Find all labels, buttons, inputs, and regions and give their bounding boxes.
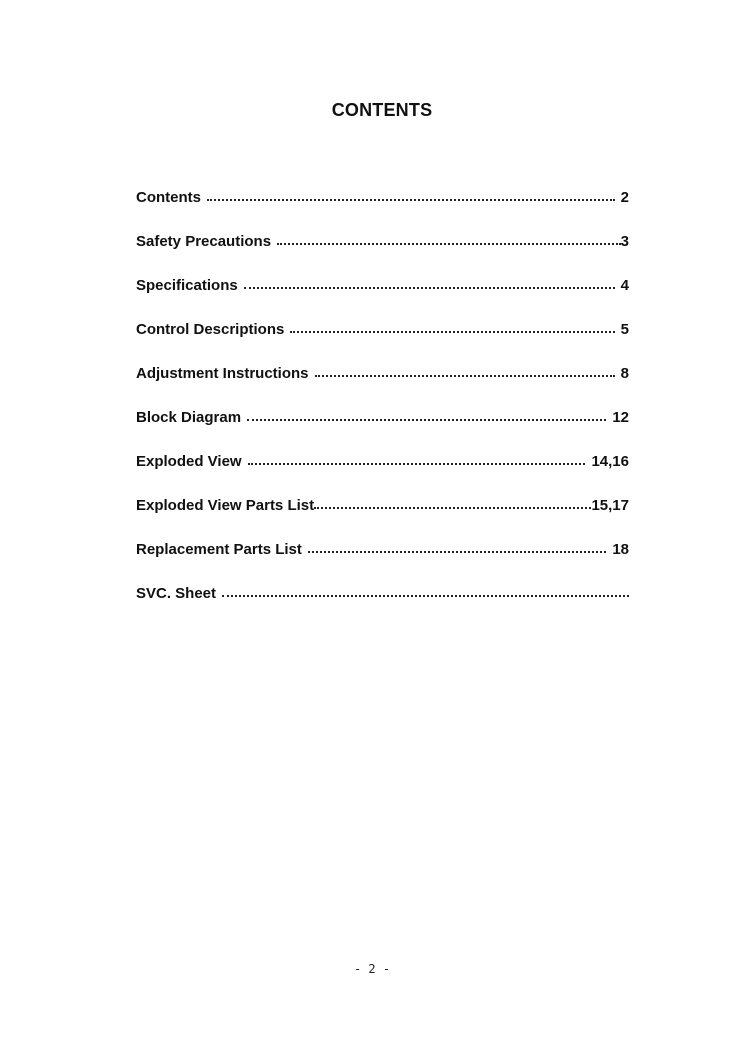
toc-entry-label: Contents (136, 189, 201, 206)
page-number: - 2 - (353, 962, 391, 976)
toc-entry-svc-sheet (136, 585, 629, 629)
toc-entry-page: 5 (620, 321, 629, 338)
toc-dot-leader (290, 331, 614, 333)
toc-entry-label: Block Diagram (136, 409, 242, 426)
toc-entry-page: 12 (612, 409, 629, 426)
toc-entry-page: 3 (620, 233, 629, 250)
toc-entry-page: 4 (620, 277, 629, 294)
toc-entry-page: 8 (620, 365, 629, 382)
toc-entry-label: Specifications (136, 277, 238, 294)
toc-entry-block-diagram (136, 409, 629, 453)
toc-dot-leader (207, 199, 615, 201)
toc-dot-leader (248, 463, 586, 465)
toc-dot-leader (308, 551, 606, 553)
toc-entry-control-descriptions (136, 321, 629, 365)
toc-entry-label: SVC. Sheet (136, 585, 217, 602)
toc-entry-contents (136, 189, 629, 233)
toc-entry-label: Exploded View (136, 453, 242, 470)
toc-entry-page: 18 (612, 541, 629, 558)
toc-dot-leader (247, 419, 606, 421)
toc-entry-label: Safety Precautions (136, 233, 272, 250)
toc-dot-leader (244, 287, 615, 289)
toc-entry-adjustment-instructions (136, 365, 629, 409)
table-of-contents (136, 189, 629, 629)
toc-entry-specifications (136, 277, 629, 321)
toc-dot-leader (222, 595, 629, 597)
toc-entry-label: Exploded View Parts List (136, 497, 315, 514)
toc-entry-page: 2 (620, 189, 629, 206)
toc-entry-safety-precautions (136, 233, 629, 277)
toc-entry-exploded-view-parts-list (136, 497, 629, 541)
toc-entry-label: Adjustment Instructions (136, 365, 309, 382)
toc-entry-page: 14,16 (591, 453, 629, 470)
toc-entry-label: Replacement Parts List (136, 541, 302, 558)
page-title: CONTENTS (331, 100, 433, 120)
toc-entry-page: 15,17 (591, 497, 629, 514)
toc-entry-replacement-parts-list (136, 541, 629, 585)
toc-dot-leader (277, 243, 621, 245)
toc-dot-leader (315, 375, 615, 377)
toc-dot-leader (314, 507, 591, 509)
toc-entry-exploded-view (136, 453, 629, 497)
toc-entry-label: Control Descriptions (136, 321, 285, 338)
